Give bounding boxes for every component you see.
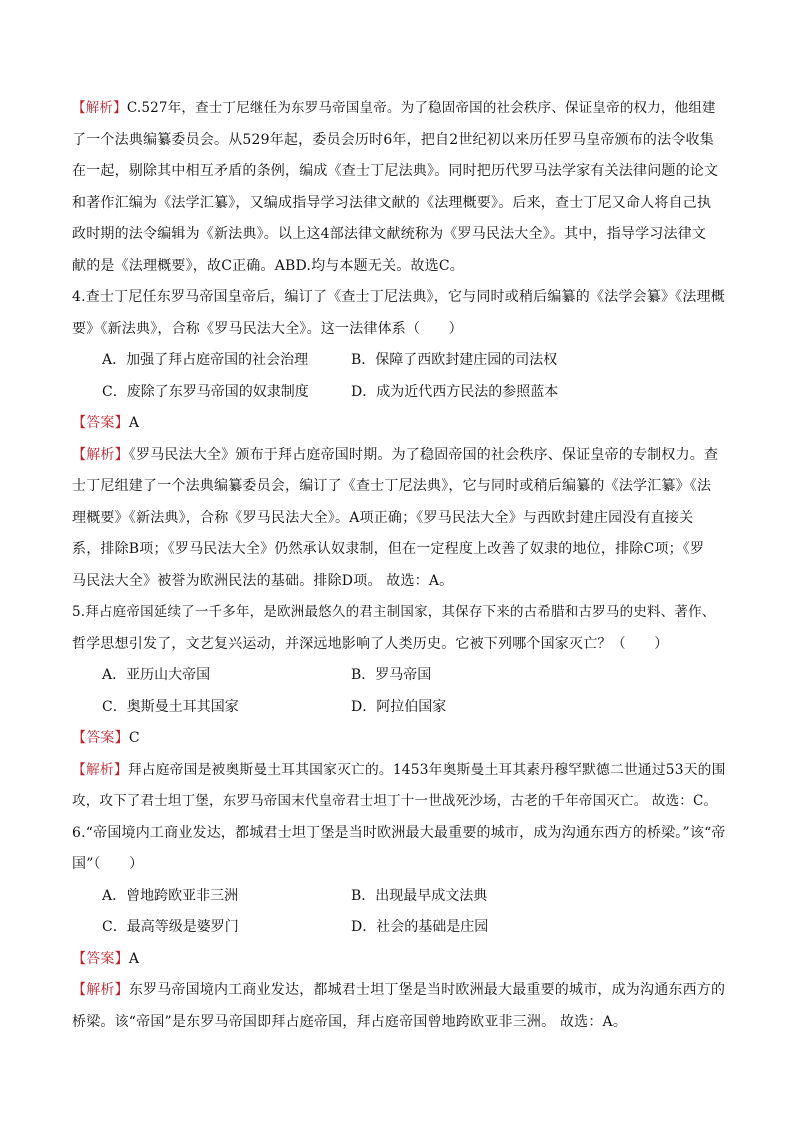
q4-options-row-1 — [72, 345, 726, 377]
q5-stem-line: 哲学思想引发了，文艺复兴运动，并深远地影响了人类历史。它被下列哪个国家灭亡？（ ） — [72, 635, 669, 652]
answer-tag: 【答案】 — [72, 730, 129, 746]
q3-analysis-line: 在一起，剔除其中相互矛盾的条例，编成《查士丁尼法典》。同时把历代罗马法学家有关法律问题的论文 — [72, 163, 719, 179]
q4-analysis-line: 士丁尼组建了一个法典编纂委员会，编订了《查士丁尼法典》，它与同时或稍后编纂的《法学汇纂》《法 — [72, 478, 712, 494]
q4-analysis — [72, 440, 726, 598]
q3-analysis-line: 献的是《法理概要》，故C正确。ABD.均与本题无关。故选C。 — [72, 257, 464, 274]
q5-analysis — [72, 755, 726, 818]
q5-option-a: A．亚历山大帝国 — [102, 667, 211, 683]
q3-analysis-line: 政时期的法令编辑为《新法典》。以上这4部法律文献统称为《罗马民法大全》。其中，指导学习法律文 — [72, 226, 707, 242]
analysis-tag: 【解析】 — [72, 982, 129, 998]
q5-stem — [72, 597, 726, 660]
q4-answer — [72, 408, 726, 440]
q6-stem-line: 国”（ ） — [72, 856, 144, 872]
q5-analysis-line: 【解析】拜占庭帝国是被奥斯曼土耳其国家灭亡的。1453年奥斯曼土耳其素丹穆罕默德二世通过53天的围 — [72, 761, 726, 778]
answer-tag: 【答案】 — [72, 950, 129, 967]
q5-option-d: D．阿拉伯国家 — [351, 698, 447, 715]
analysis-tag: 【解析】 — [72, 446, 129, 463]
q6-stem — [72, 818, 726, 881]
q5-analysis-line: 攻，攻下了君士坦丁堡，东罗马帝国末代皇帝君士坦丁十一世战死沙场，古老的千年帝国灭亡。 故选：C。 — [72, 793, 718, 809]
q6-stem-line: 6.“帝国境内工商业发达，都城君士坦丁堡是当时欧洲最大最重要的城市，成为沟通东西方的桥梁。”该“帝 — [72, 824, 726, 841]
q3-analysis — [72, 93, 726, 282]
q5-option-b: B．罗马帝国 — [351, 667, 432, 683]
q4-analysis-line: 系，排除B项；《罗马民法大全》仍然承认奴隶制，但在一定程度上改善了奴隶的地位，排除C项；《罗 — [72, 541, 705, 557]
answer-tag: 【答案】 — [72, 415, 129, 431]
q5-stem-line: 5.拜占庭帝国延续了一千多年，是欧洲最悠久的君主制国家，其保存下来的古希腊和古罗马的史料、著作、 — [72, 604, 716, 620]
q6-analysis-line: 【解析】东罗马帝国境内工商业发达，都城君士坦丁堡是当时欧洲最大最重要的城市，成为沟通东西方的 — [72, 982, 726, 998]
q3-analysis-line: 【解析】C.527年，查士丁尼继任为东罗马帝国皇帝。为了稳固帝国的社会秩序、保证皇帝的权力，他组建 — [72, 100, 716, 116]
q4-stem-line: 要》《新法典》，合称《罗马民法大全》。这一法律体系（ ） — [72, 320, 463, 337]
analysis-tag: 【解析】 — [72, 100, 127, 116]
q4-option-d: D．成为近代西方民法的参照蓝本 — [351, 383, 559, 400]
q4-option-c: C．废除了东罗马帝国的奴隶制度 — [102, 383, 309, 400]
q6-analysis-line: 桥梁。该“帝国”是东罗马帝国即拜占庭帝国，拜占庭帝国曾地跨欧亚非三洲。 故选：A。 — [72, 1013, 628, 1030]
q5-options-row-2 — [72, 692, 726, 724]
q6-options-row-1 — [72, 881, 726, 913]
q3-analysis-line: 了一个法典编纂委员会。从529年起，委员会历时6年，把自2世纪初以来历任罗马皇帝颁布的法令收集 — [72, 131, 714, 148]
q4-analysis-line: 马民法大全》被誉为欧洲民法的基础。排除D项。 故选：A。 — [72, 572, 454, 589]
q6-options-row-2 — [72, 912, 726, 944]
document-page — [72, 93, 726, 1038]
q6-analysis — [72, 975, 726, 1038]
q6-answer — [72, 944, 726, 976]
q6-option-b: B．出现最早成文法典 — [351, 887, 488, 904]
q6-option-a: A．曾地跨欧亚非三洲 — [102, 887, 239, 904]
q5-answer-value: C — [128, 730, 140, 746]
q5-option-c: C．奥斯曼土耳其国家 — [102, 698, 239, 715]
q4-analysis-line: 理概要》《新法典》，合称《罗马民法大全》。A项正确；《罗马民法大全》与西欧封建庄园没有直接关 — [72, 509, 694, 526]
q4-answer-value: A — [128, 415, 140, 431]
q4-options-row-2 — [72, 377, 726, 409]
analysis-tag: 【解析】 — [72, 761, 128, 778]
q6-option-c: C．最高等级是婆罗门 — [102, 919, 239, 935]
q4-stem — [72, 282, 726, 345]
q5-answer — [72, 723, 726, 755]
q4-stem-line: 4.查士丁尼任东罗马帝国皇帝后，编订了《查士丁尼法典》，它与同时或稍后编纂的《法学会纂》《法理概 — [72, 289, 725, 305]
q6-answer-value: A — [128, 950, 140, 967]
q6-option-d: D．社会的基础是庄园 — [351, 919, 489, 935]
q4-option-a: A．加强了拜占庭帝国的社会治理 — [102, 352, 309, 368]
q3-analysis-line: 和著作汇编为《法学汇纂》，又编成指导学习法律文献的《法理概要》。后来，查士丁尼又命人将自己执 — [72, 194, 712, 211]
q5-options-row-1 — [72, 660, 726, 692]
q4-analysis-line: 【解析】《罗马民法大全》颁布于拜占庭帝国时期。为了稳固帝国的社会秩序、保证皇帝的专制权力。查 — [72, 446, 719, 463]
q4-option-b: B．保障了西欧封建庄园的司法权 — [351, 352, 558, 368]
